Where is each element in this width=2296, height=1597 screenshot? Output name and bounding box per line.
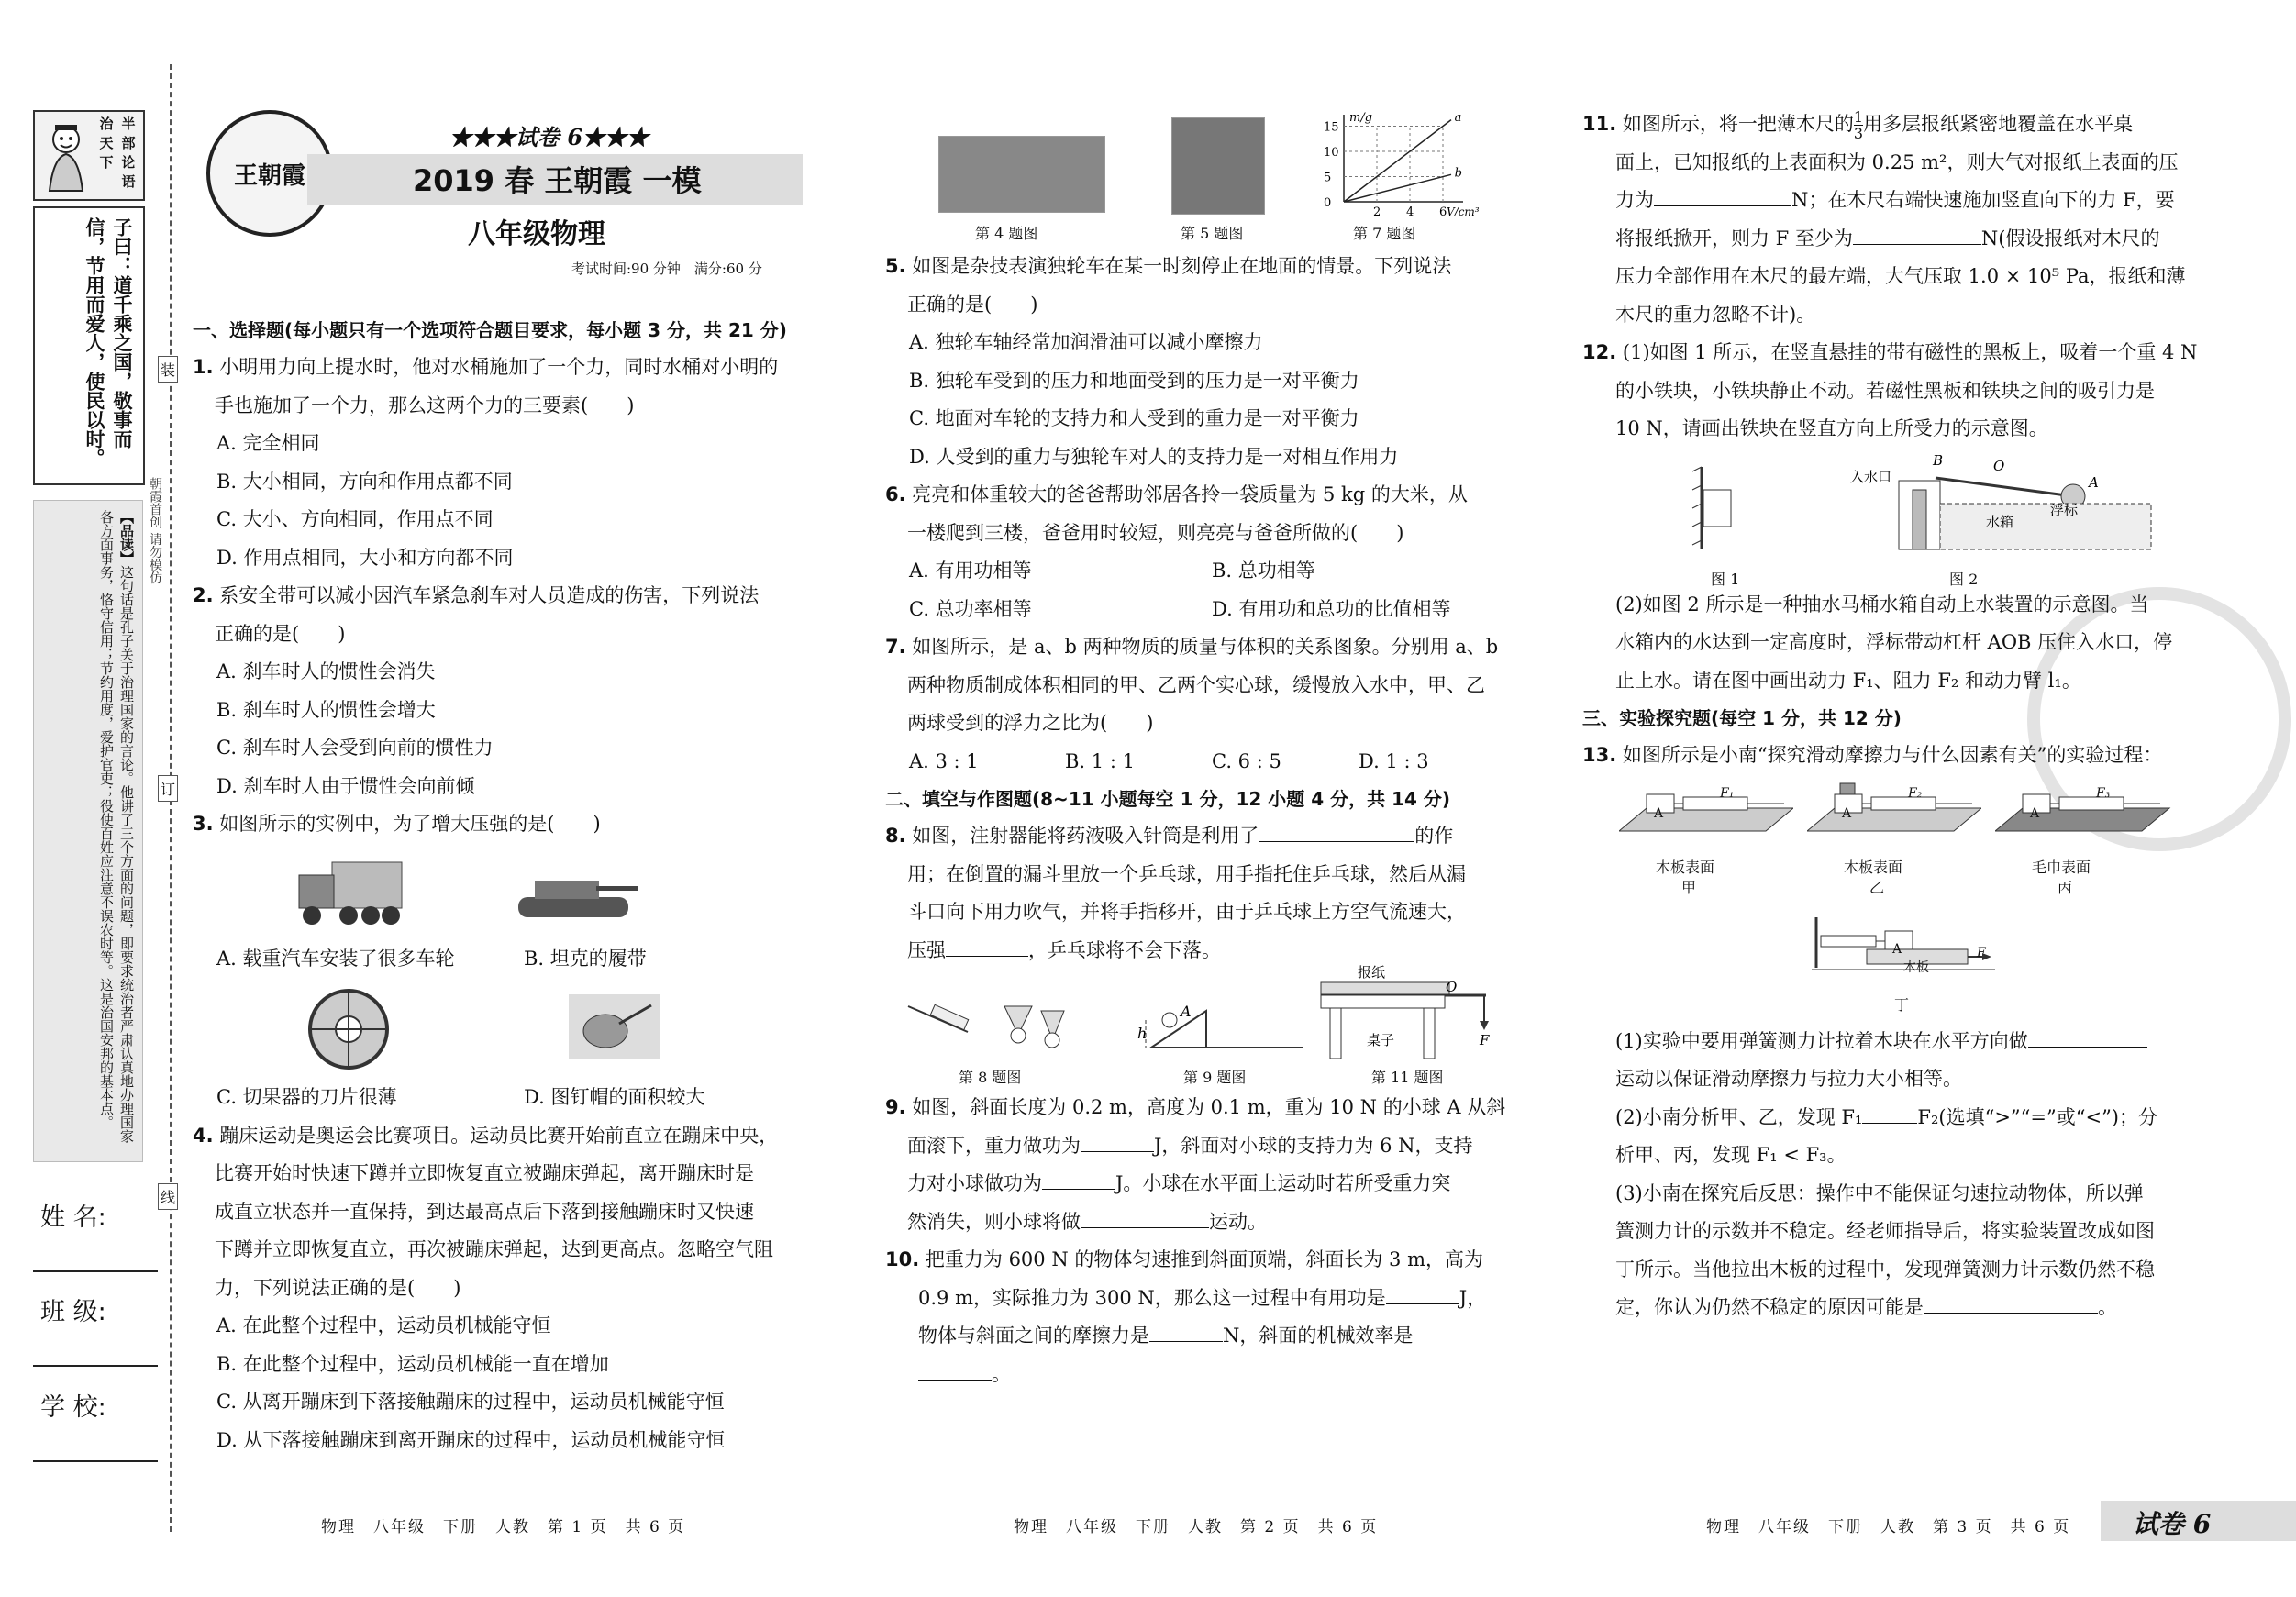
force-label: F₂ (1908, 785, 1923, 801)
question-text: 0.9 m，实际推力为 300 N，那么这一过程中有用功是 (918, 1286, 1386, 1309)
option-b[interactable]: B. 独轮车受到的压力和地面受到的压力是一对平衡力 (909, 369, 1359, 392)
badge-char: 治 (99, 116, 114, 132)
option-a[interactable]: A. 有用功相等 (909, 560, 1032, 582)
footer-page-1: 物理 八年级 下册 人教 第 1 页 共 6 页 (321, 1518, 686, 1536)
page-title: 2019 春 王朝霞 一模 (413, 163, 702, 198)
answer-blank[interactable] (1386, 1284, 1459, 1304)
question-13 (1582, 737, 2206, 1327)
force-label: F₃ (2096, 785, 2111, 801)
pindu-text: 这句话是孔子关于治理国家的言论。他讲了三个方面的问题，即要求统治者严肃认真地办理国家各方面事务，恪守信用；节约用度，爱护官吏；役使百姓应注意不误农时等。这是治国安邦的基本点。 (98, 510, 135, 1143)
question-number: 12. (1582, 341, 1617, 363)
question-text: 运动。 (1209, 1210, 1267, 1233)
apple-slicer-image (303, 981, 394, 1073)
series-b-label: b (1454, 166, 1462, 181)
question-text: 运动以保证滑动摩擦力与拉力大小相等。 (1615, 1068, 1962, 1090)
question-number: 13. (1582, 744, 1617, 766)
question-text: 的作 (1414, 825, 1454, 847)
footer-tag: 试卷 6 (2133, 1509, 2212, 1539)
question-text: (2)如图 2 所示是一种抽水马桶水箱自动上水装置的示意图。当 (1615, 593, 2149, 616)
fig-caption: 第 7 题图 (1353, 225, 1416, 242)
question-text: N，斜面的机械效率是 (1223, 1325, 1414, 1347)
option-d[interactable]: D. 作用点相同，大小和方向都不同 (216, 546, 514, 569)
question-text: 定，你认为仍然不稳定的原因可能是 (1615, 1296, 1924, 1318)
question-text: 蹦床运动是奥运会比赛项目。运动员比赛开始前直立在蹦床中央， (219, 1124, 779, 1147)
answer-blank[interactable] (1149, 1322, 1223, 1342)
option-a[interactable]: A. 刹车时人的惯性会消失 (216, 660, 436, 682)
pindu-label: 【品读】 (118, 510, 135, 565)
setup-jia (1619, 781, 1793, 896)
sage-cartoon-icon (40, 119, 92, 193)
toilet-tank-figure (1848, 449, 2160, 559)
answer-blank[interactable] (2028, 1027, 2147, 1048)
question-text: 将报纸掀开，则力 F 至少为 (1615, 227, 1853, 250)
fig-caption: 第 11 题图 (1371, 1069, 1444, 1086)
fig-caption: 图 2 (1949, 570, 1979, 588)
series-a-label: a (1454, 111, 1462, 125)
option-b[interactable]: B. 刹车时人的惯性会增大 (216, 698, 436, 721)
answer-blank[interactable] (918, 1360, 992, 1381)
option-a[interactable]: A. 在此整个过程中，运动员机械能守恒 (216, 1314, 551, 1336)
label-tank: 水箱 (1986, 513, 2014, 530)
section-1-title: 一、选择题(每小题只有一个选项符合题目要求，每小题 3 分，共 21 分) (193, 319, 787, 341)
label-block-a: A (1842, 805, 1852, 821)
question-text: 压强 (907, 938, 946, 961)
question-text: 力对小球做功为 (907, 1172, 1042, 1194)
surface-label: 木板表面 (1656, 858, 1715, 876)
answer-blank[interactable] (1042, 1170, 1115, 1190)
option-b[interactable]: B. 在此整个过程中，运动员机械能一直在增加 (216, 1352, 609, 1375)
fig-caption: 第 5 题图 (1181, 225, 1244, 242)
question-text: ，乒乓球将不会下落。 (1028, 938, 1221, 961)
y-tick-label: 5 (1324, 171, 1332, 185)
badge-char: 部 (121, 135, 136, 151)
y-tick-label: 10 (1324, 146, 1339, 160)
question-text: 如图，注射器能将药液吸入针筒是利用了 (912, 825, 1259, 847)
sidebar-note: 朝霞首创 请勿模仿 (148, 477, 162, 584)
question-text: (1)如图 1 所示，在竖直悬挂的带有磁性的黑板上，吸着一个重 4 N (1622, 341, 2198, 363)
fig-caption: 第 4 题图 (975, 225, 1038, 242)
thumbtack-image (569, 994, 660, 1059)
question-text: J。小球在水平面上运动时若所受重力突 (1115, 1172, 1451, 1194)
question-text: 如图所示的实例中，为了增大压强的是( ) (219, 813, 601, 835)
ruler-table-figure (1303, 960, 1514, 1061)
tank-image (509, 862, 638, 926)
fraction-den: 3 (1853, 125, 1864, 142)
question-text: 如图是杂技表演独轮车在某一时刻停止在地面的情景。下列说法 (912, 255, 1452, 277)
question-text: 如图所示，将一把薄木尺的 (1622, 113, 1854, 135)
option-b[interactable]: B. 大小相同，方向和作用点都不同 (216, 470, 513, 493)
question-number: 1. (193, 356, 214, 378)
fraction-num: 1 (1853, 108, 1864, 126)
section-2-title: 二、填空与作图题(8~11 小题每空 1 分，12 小题 4 分，共 14 分) (885, 788, 1450, 810)
label-block-a: A (2030, 805, 2040, 821)
sidebar-pindu (96, 510, 137, 1152)
page-subtitle: 八年级物理 (468, 218, 605, 250)
fraction (1854, 109, 1863, 141)
option-d[interactable]: D. 1 : 3 (1359, 749, 1429, 772)
question-text: 正确的是( ) (215, 622, 346, 645)
question-text: 把重力为 600 N 的物体匀速推到斜面顶端，斜面长为 3 m，高为 (925, 1248, 1483, 1270)
binding-word: 装 (158, 356, 178, 383)
question-number: 8. (885, 825, 906, 847)
option-a[interactable]: A. 载重汽车安装了很多车轮 (216, 947, 455, 970)
question-text: 下蹲并立即恢复直立，再次被蹦床弹起，达到更高点。忽略空气阻 (215, 1238, 773, 1260)
question-number: 2. (193, 584, 214, 606)
fig-caption: 第 9 题图 (1183, 1069, 1247, 1086)
class-field[interactable] (33, 1365, 158, 1367)
badge-char: 论 (121, 154, 136, 171)
label-float: 浮标 (2050, 501, 2079, 518)
column-3 (1582, 105, 2206, 1327)
badge-char: 天 (99, 135, 114, 151)
question-text: 力，下列说法正确的是( ) (215, 1276, 461, 1299)
force-label: F₁ (1720, 785, 1735, 801)
header (188, 101, 812, 303)
label-table: 桌子 (1367, 1032, 1395, 1048)
option-b[interactable]: B. 1 : 1 (1065, 749, 1135, 772)
trampoline-image (938, 136, 1105, 213)
option-c[interactable]: C. 6 : 5 (1212, 749, 1281, 772)
exam-info: 考试时间:90 分钟 满分:60 分 (571, 261, 762, 277)
label-b: B (1933, 451, 1944, 469)
question-text: 亮亮和体重较大的爸爸帮助邻居各拎一袋质量为 5 kg 的大米，从 (912, 483, 1468, 505)
label-a: A (1181, 1003, 1192, 1020)
answer-blank[interactable] (1081, 1208, 1209, 1228)
question-text: 10 N，请画出铁块在竖直方向上所受力的示意图。 (1615, 417, 2048, 439)
option-d[interactable]: D. 有用功和总功的比值相等 (1212, 597, 1451, 620)
setup-name: 乙 (1869, 878, 1885, 896)
question-text: 水箱内的水达到一定高度时，浮标带动杠杆 AOB 压住入水口，停 (1615, 631, 2173, 653)
question-text: 正确的是( ) (907, 293, 1038, 316)
question-number: 4. (193, 1124, 214, 1147)
setup-ding (1812, 913, 1995, 1014)
badge-char: 语 (121, 173, 136, 190)
sidebar-quote: 子曰：道千乘之国，敬事而信，节用而爱人，使民以时。 (83, 217, 133, 468)
x-tick-label: 4 (1406, 205, 1414, 219)
name-label: 姓 名: (40, 1203, 106, 1232)
badge-char: 下 (99, 154, 114, 171)
sidebar-pindu-box (33, 500, 143, 1162)
fig-caption: 图 1 (1711, 570, 1740, 588)
column-2 (885, 110, 1518, 1393)
sidebar (0, 0, 165, 1597)
label-a: A (2089, 473, 2099, 491)
option-b[interactable]: B. 坦克的履带 (524, 947, 647, 970)
x-axis-label: V/cm³ (1447, 205, 1480, 218)
question-text: 比赛开始时快速下蹲并立即恢复直立被蹦床弹起，离开蹦床时是 (215, 1162, 754, 1184)
school-label: 学 校: (40, 1393, 106, 1422)
question-number: 7. (885, 636, 906, 658)
question-text: (1)实验中要用弹簧测力计拉着木块在水平方向做 (1615, 1029, 2028, 1052)
option-a[interactable]: A. 3 : 1 (909, 749, 979, 772)
question-text: (2)小南分析甲、乙，发现 F₁ (1615, 1105, 1863, 1128)
setup-name: 丙 (2058, 878, 2073, 896)
question-text: 面滚下，重力做功为 (907, 1134, 1081, 1157)
question-text: 压力全部作用在木尺的最左端，大气压取 1.0 × 10⁵ Pa，报纸和薄 (1615, 265, 2186, 287)
label-newspaper: 报纸 (1358, 964, 1386, 981)
syringe-funnel-figure (904, 979, 1078, 1061)
mass-volume-graph (1316, 110, 1481, 220)
question-text: 两球受到的浮力之比为( ) (907, 712, 1154, 734)
question-text: 。 (992, 1362, 1011, 1385)
paper-tag: ★★★试卷 6★★★ (449, 124, 649, 150)
answer-blank[interactable] (1081, 1132, 1154, 1152)
figures-mid (885, 964, 1518, 1089)
badge-char: 半 (121, 116, 136, 132)
question-10 (885, 1241, 1518, 1393)
surface-label: 毛巾表面 (2032, 858, 2091, 876)
option-c[interactable]: C. 从离开蹦床到下落接触蹦床的过程中，运动员机械能守恒 (216, 1391, 725, 1413)
label-h: h (1137, 1025, 1148, 1042)
question-text: 用多层报纸紧密地覆盖在水平桌 (1863, 113, 2134, 135)
question-text: 手也施加了一个力，那么这两个力的三要素( ) (215, 394, 635, 416)
question-text: 面上，已知报纸的上表面积为 0.25 m²，则大气对报纸上表面的压 (1615, 150, 2179, 173)
option-c[interactable]: C. 地面对车轮的支持力和人受到的重力是一对平衡力 (909, 407, 1359, 429)
question-text: N；在木尺右端快速施加竖直向下的力 F，要 (1791, 189, 2175, 211)
question-8 (885, 817, 1518, 970)
answer-blank[interactable] (1862, 1103, 1917, 1124)
option-a[interactable]: A. 完全相同 (216, 432, 320, 454)
question-text: 用；在倒置的漏斗里放一个乒乓球，用手指托住乒乓球，然后从漏 (907, 862, 1466, 885)
q12-figures (1582, 449, 2206, 586)
question-text: 木尺的重力忽略不计)。 (1615, 303, 1816, 326)
label-inlet: 入水口 (1850, 468, 1892, 485)
question-7 (885, 628, 1518, 781)
fig-caption: 第 8 题图 (959, 1069, 1022, 1086)
school-field[interactable] (33, 1460, 158, 1462)
question-1 (193, 349, 816, 577)
label-o: O (1993, 457, 2005, 474)
question-text: 一楼爬到三楼，爸爸用时较短，则亮亮与爸爸所做的( ) (907, 521, 1404, 544)
option-d[interactable]: D. 图钉帽的面积较大 (524, 1086, 705, 1108)
footer-page-2: 物理 八年级 下册 人教 第 2 页 共 6 页 (1014, 1518, 1379, 1536)
option-d[interactable]: D. 人受到的重力与独轮车对人的支持力是一对相互作用力 (909, 445, 1399, 468)
unicycle-image (1171, 117, 1265, 215)
section-3-title: 三、实验探究题(每空 1 分，共 12 分) (1582, 707, 1902, 729)
surface-label: 木板表面 (1844, 858, 1903, 876)
y-tick-label: 15 (1324, 120, 1339, 135)
blackboard-figure (1683, 462, 1757, 554)
question-text: 斗口向下用力吹气，并将手指移开，由于乒乓球上方空气流速大， (907, 901, 1466, 923)
option-c[interactable]: C. 总功率相等 (909, 597, 1032, 620)
y-tick-label: 0 (1324, 196, 1332, 210)
q13-figures (1582, 775, 2206, 1023)
question-text: 成直立状态并一直保持，到达最高点后下落到接触蹦床时又快速 (215, 1200, 754, 1223)
question-text: 力为 (1615, 189, 1654, 211)
question-text: 物体与斜面之间的摩擦力是 (918, 1325, 1149, 1347)
answer-blank[interactable] (946, 937, 1028, 957)
question-text: 止上水。请在图中画出动力 F₁、阻力 F₂ 和动力臂 l₁。 (1615, 669, 2081, 692)
question-4 (193, 1117, 816, 1460)
label-block-a: A (1892, 941, 1902, 957)
binding-word: 线 (158, 1183, 178, 1210)
question-12 (1582, 334, 2206, 700)
option-b[interactable]: B. 总功相等 (1212, 560, 1315, 582)
x-tick-label: 6 (1439, 205, 1447, 219)
option-c[interactable]: C. 大小、方向相同，作用点不同 (216, 508, 494, 530)
question-3 (193, 805, 816, 1117)
question-text: J，斜面对小球的支持力为 6 N，支持 (1154, 1134, 1473, 1157)
question-11 (1582, 105, 2206, 334)
option-a[interactable]: A. 独轮车轴经常加润滑油可以减小摩擦力 (909, 331, 1263, 353)
footer-page-3: 物理 八年级 下册 人教 第 3 页 共 6 页 (1706, 1518, 2071, 1536)
setup-bing (1995, 781, 2179, 896)
question-number: 11. (1582, 113, 1617, 135)
y-axis-label: m/g (1349, 111, 1373, 125)
question-text: 然消失，则小球将做 (907, 1210, 1081, 1233)
question-text: 系安全带可以减小因汽车紧急刹车对人员造成的伤害，下列说法 (219, 584, 760, 606)
question-text: 丁所示。当他拉出木板的过程中，发现弹簧测力计示数仍然不稳 (1615, 1258, 2155, 1281)
figures-top (885, 110, 1518, 248)
badge-chars (95, 114, 139, 196)
question-number: 5. (885, 255, 906, 277)
answer-blank[interactable] (1654, 186, 1791, 206)
question-6 (885, 476, 1518, 628)
label-board: 木板 (1903, 959, 1929, 975)
question-number: 6. (885, 483, 906, 505)
label-block-a: A (1654, 805, 1664, 821)
question-text: 如图所示，是 a、b 两种物质的质量与体积的关系图象。分别用 a、b (912, 636, 1499, 658)
question-text: 的小铁块，小铁块静止不动。若磁性黑板和铁块之间的吸引力是 (1615, 379, 2155, 402)
force-label: F (1977, 945, 1986, 960)
truck-image (294, 851, 404, 934)
option-d[interactable]: D. 刹车时人由于惯性会向前倾 (216, 774, 475, 797)
setup-name: 甲 (1681, 878, 1697, 896)
question-number: 3. (193, 813, 214, 835)
series-b-line (1344, 174, 1451, 202)
incline-figure (1133, 983, 1307, 1061)
question-text: 。 (2098, 1296, 2117, 1318)
option-c[interactable]: C. 切果器的刀片很薄 (216, 1086, 397, 1108)
series-a-line (1344, 120, 1451, 202)
question-text: N(假设报纸对木尺的 (1980, 227, 2160, 250)
question-text: 两种物质制成体积相同的甲、乙两个实心球，缓慢放入水中，甲、乙 (907, 673, 1485, 696)
question-text: 簧测力计的示数并不稳定。经老师指导后，将实验装置改成如图 (1615, 1220, 2155, 1242)
option-c[interactable]: C. 刹车时人会受到向前的惯性力 (216, 737, 494, 759)
question-number: 10. (885, 1248, 920, 1270)
question-5 (885, 248, 1518, 476)
name-field[interactable] (33, 1270, 158, 1272)
question-text: (3)小南在探究后反思：操作中不能保证匀速拉动物体，所以弹 (1615, 1181, 2144, 1204)
question-number: 9. (885, 1096, 906, 1118)
question-text: 小明用力向上提水时，他对水桶施加了一个力，同时水桶对小明的 (219, 356, 779, 378)
question-text: 析甲、丙，发现 F₁ < F₃。 (1615, 1144, 1847, 1166)
question-text: 如图，斜面长度为 0.2 m，高度为 0.1 m，重为 10 N 的小球 A 从斜 (912, 1096, 1506, 1118)
setup-name: 丁 (1894, 995, 1910, 1014)
sidebar-quote-box (33, 206, 145, 485)
answer-blank[interactable] (1924, 1293, 2098, 1314)
question-text: 如图所示是小南“探究滑动摩擦力与什么因素有关”的实验过程： (1622, 744, 2163, 766)
binding-word: 订 (158, 775, 178, 802)
label-f: F (1480, 1032, 1490, 1048)
question-text: J， (1459, 1286, 1487, 1309)
label-o: O (1446, 979, 1458, 995)
option-d[interactable]: D. 从下落接触蹦床到离开蹦床的过程中，运动员机械能守恒 (216, 1428, 726, 1451)
column-1 (193, 312, 816, 1459)
logo-text: 王朝霞 (233, 161, 305, 190)
question-2 (193, 577, 816, 805)
question-text: F₂(选填“>”“=”或“<”)；分 (1917, 1105, 2157, 1128)
x-tick-label: 2 (1373, 205, 1381, 219)
setup-yi (1807, 781, 1981, 896)
question-9 (885, 1089, 1518, 1241)
class-label: 班 级: (40, 1298, 106, 1326)
answer-blank[interactable] (1853, 225, 1981, 245)
answer-blank[interactable] (1259, 822, 1414, 842)
sidebar-badge (33, 110, 145, 201)
